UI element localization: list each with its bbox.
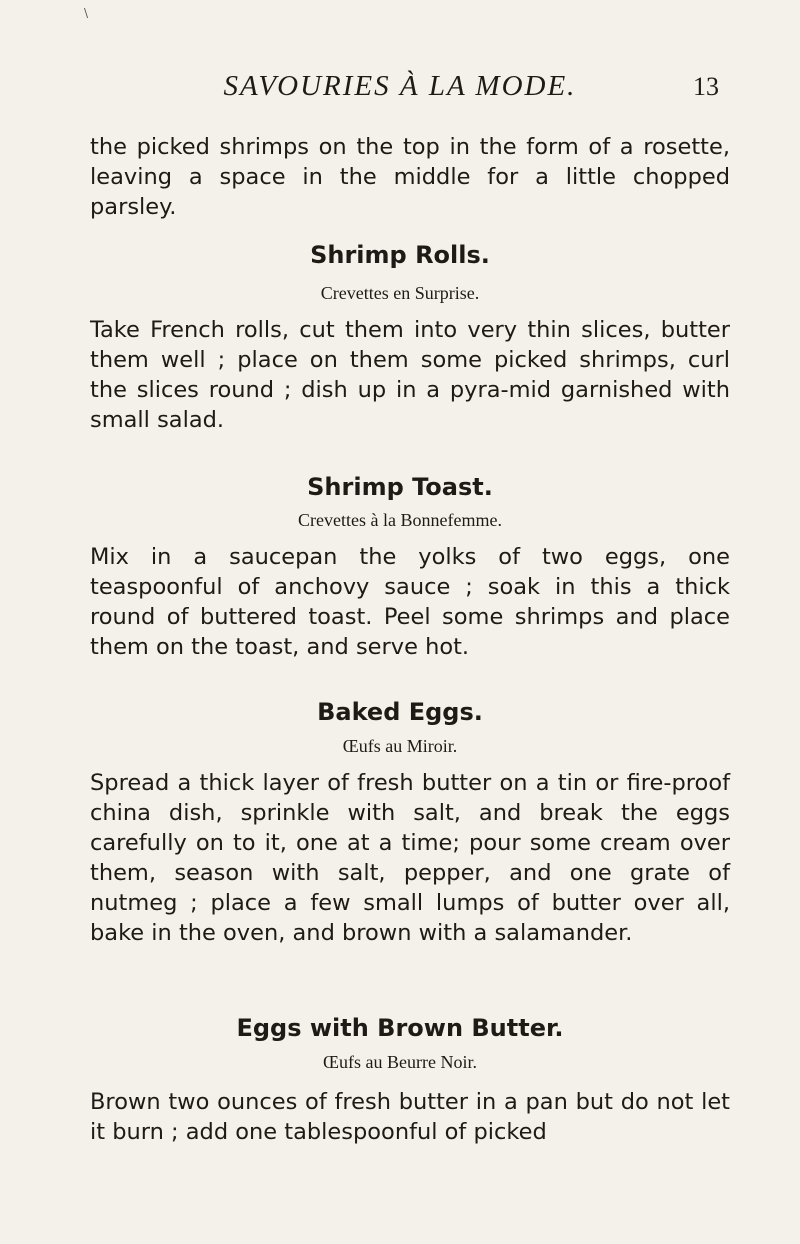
recipe-subtitle-shrimp-toast: Crevettes à la Bonnefemme. bbox=[298, 510, 502, 530]
recipe-title-eggs-brown-butter: Eggs with Brown Butter. bbox=[236, 1014, 564, 1042]
page-number: 13 bbox=[693, 72, 719, 101]
recipe-subtitle-shrimp-rolls: Crevettes en Surprise. bbox=[320, 283, 480, 303]
recipe-title-shrimp-rolls: Shrimp Rolls. bbox=[310, 241, 490, 269]
recipe-text-shrimp-toast: Mix in a saucepan the yolks of two eggs, one teaspoonful of anchovy sauce ; soak in this a thick round of buttered toast. Peel some shrimps and place them on the toast, and serve hot. bbox=[90, 544, 730, 660]
continuation-paragraph: the picked shrimps on the top in the form of a rosette, leaving a space in the middle for a little chopped parsley. bbox=[90, 134, 730, 220]
recipe-subtitle-eggs-brown-butter: Œufs au Beurre Noir. bbox=[323, 1052, 477, 1072]
recipe-subtitle-baked-eggs: Œufs au Miroir. bbox=[342, 736, 458, 756]
recipe-text-shrimp-rolls: Take French rolls, cut them into very thin slices, butter them well ; place on them some picked shrimps, curl the slices round ; dish up in a pyra-mid garnished with small salad. bbox=[90, 317, 730, 433]
recipe-text-baked-eggs: Spread a thick layer of fresh butter on a tin or fire-proof china dish, sprinkle with salt, and break the eggs carefully on to it, one at a time; pour some cream over them, season with salt, pepper, and one grate of nutmeg ; place a few small lumps of butter over all, bake in the oven, and brown with a salamander. bbox=[90, 770, 730, 946]
corner-mark: \ bbox=[84, 6, 89, 20]
running-head bbox=[0, 70, 800, 110]
running-title: SAVOURIES À LA MODE. bbox=[223, 70, 577, 102]
recipe-text-eggs-brown-butter: Brown two ounces of fresh butter in a pan but do not let it burn ; add one tablespoonful of picked bbox=[90, 1089, 730, 1145]
recipe-title-shrimp-toast: Shrimp Toast. bbox=[307, 473, 493, 501]
recipe-title-baked-eggs: Baked Eggs. bbox=[317, 698, 483, 726]
